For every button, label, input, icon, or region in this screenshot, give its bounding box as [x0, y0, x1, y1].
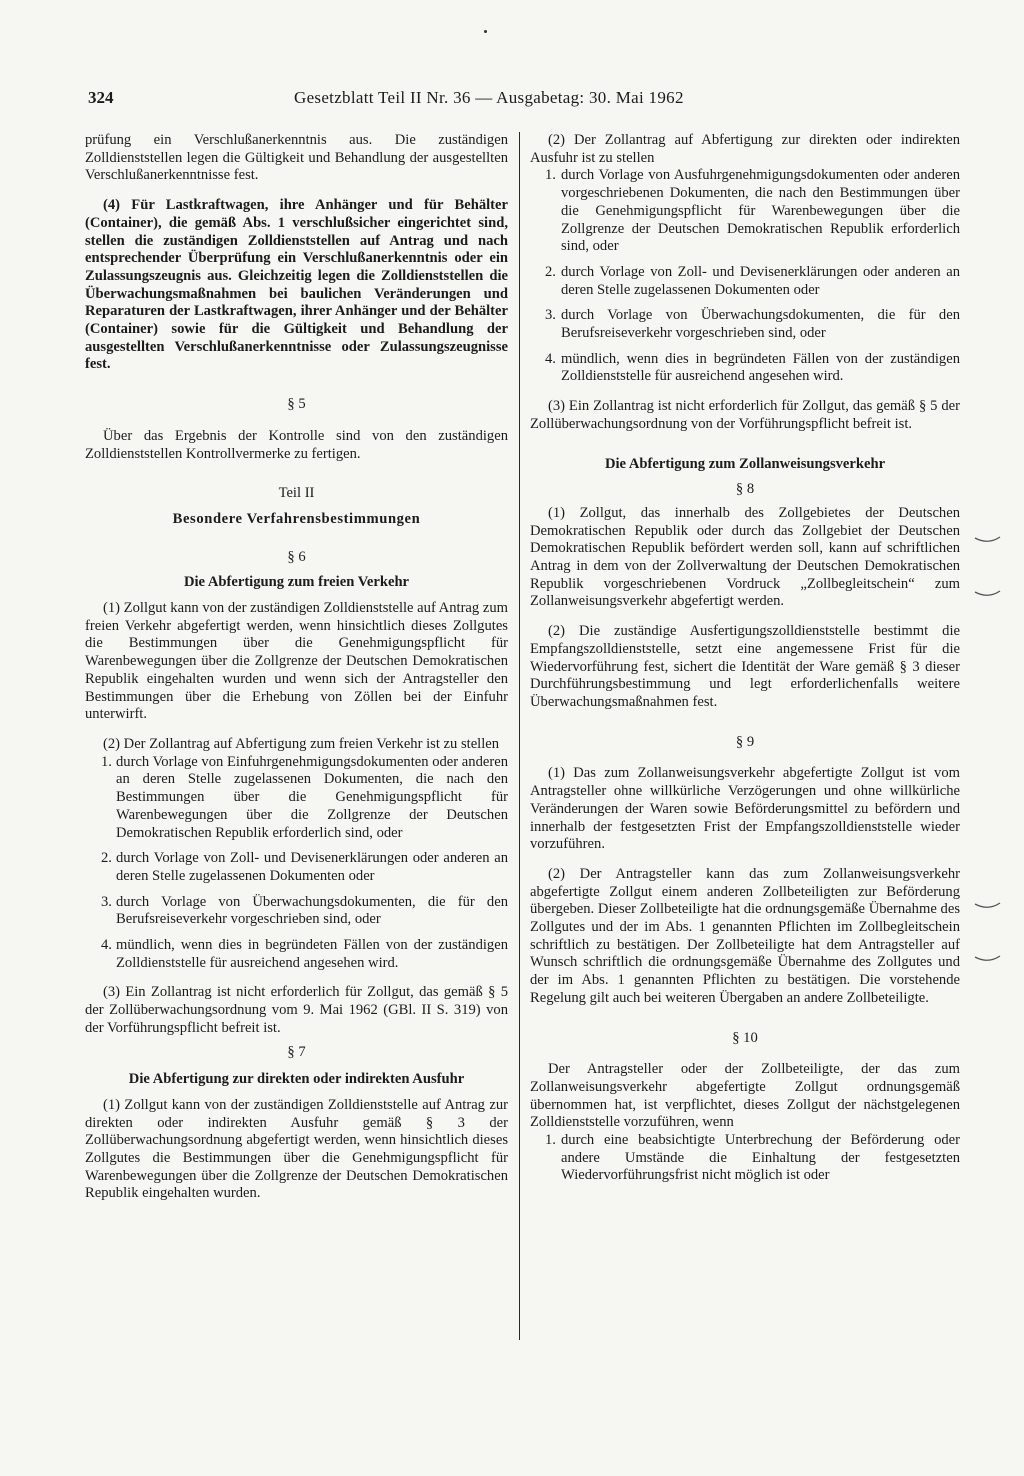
section-5-title: § 5: [287, 396, 306, 413]
section-8-heading: Die Abfertigung zum Zollanweisungsverkehr: [604, 455, 886, 472]
section-9-title: § 9: [735, 733, 755, 750]
list-item: [530, 1132, 960, 1185]
list-item-number: 4.: [101, 937, 112, 954]
section-7-paragraph-2: (2) Der Zollantrag auf Abfertigung zur direkten oder indirekten Ausfuhr ist zu stellen: [530, 132, 960, 166]
section-6-paragraph-3: (3) Ein Zollantrag ist nicht erforderlich für Zollgut, das gemäß § 5 der Zollüberwachungsordnung vom 9. Mai 1962 (GBl. II S. 319) von der Vorführungspflicht befreit ist.: [85, 984, 508, 1036]
section-8-title: § 8: [735, 481, 755, 498]
scan-dot: [484, 30, 487, 33]
left-column: [85, 132, 508, 1203]
list-item-number: 1.: [545, 1132, 556, 1149]
page-header: [88, 88, 968, 118]
list-item: [85, 754, 508, 843]
list-item: [530, 264, 960, 299]
list-item: [530, 351, 960, 386]
section-7-paragraph-1: (1) Zollgut kann von der zuständigen Zolldienststelle auf Antrag zur direkten oder indirekten Ausfuhr gemäß § 3 der Zollüberwachungsordnung abgefertigt werden, wenn hinsichtlich dieses Zollgutes die Bestimmungen über die Genehmigungspflicht für Warenbewegungen über die Zollgrenze der Deutschen Demokratischen Republik eingehalten wurden.: [85, 1096, 508, 1202]
section-8-paragraph-1: (1) Zollgut, das innerhalb des Zollgebietes der Deutschen Demokratischen Republik oder durch das Zollgebiet der Deutschen Demokratischen Republik befördert werden soll, kann auf schriftlichen Antrag in dem von der Zollverwaltung der Deutschen Demokratischen Republik vorgeschriebenen Vordruck „Zollbegleitschein“ zum Zollanweisungsverkehr abgefertigt werden.: [530, 504, 960, 610]
list-item-number: 3.: [101, 893, 112, 910]
list-item: [85, 894, 508, 929]
section-10-title: § 10: [732, 1029, 758, 1046]
list-item-text: durch eine beabsichtigte Unterbrechung der Beförderung oder andere Umstände die Einhaltung der festgesetzten Wiedervorführungsfrist nicht möglich ist oder: [561, 1132, 960, 1184]
section-10-list: [530, 1132, 960, 1185]
part-title: Teil II: [278, 485, 315, 502]
right-column: [530, 132, 960, 1185]
list-item: [85, 937, 508, 972]
section-10-paragraph-1: Der Antragsteller oder der Zollbeteiligte, der das zum Zollanweisungsverkehr abgefertigte Zollgut ordnungsgemäß übernommen hat, ist verpflichtet, dieses Zollgut der nächstgelegenen Zolldienststelle vorzuführen, wenn: [530, 1061, 960, 1131]
list-item-number: 2.: [101, 850, 112, 867]
page-title: Gesetzblatt Teil II Nr. 36 — Ausgabetag: 30. Mai 1962: [294, 88, 684, 107]
section-6-list: [85, 754, 508, 973]
list-item-number: 3.: [545, 307, 556, 324]
list-item-text: durch Vorlage von Überwachungsdokumenten, die für den Berufsreiseverkehr vorgeschrieben sind, oder: [116, 893, 508, 928]
page-number: 324: [88, 88, 114, 107]
section-9-paragraph-2: (2) Der Antragsteller kann das zum Zollanweisungsverkehr abgefertigte Zollgut einem anderen Zollbeteiligten zur Beförderung übergeben. Dieser Zollbeteiligte hat die ordnungsgemäße Übernahme des Zollgutes und der im Abs. 1 genannten Pflichten im Zollbegleitschein schriftlich zu bestätigen. Der Zollbeteiligte hat dem Antragsteller auf Wunsch schriftlich die ordnungsgemäße Übernahme des Zollgutes und der im Abs. 1 genannten Pflichten zu bestätigen. Die vorstehende Regelung gilt auch bei weiteren Übergaben an andere Zollbeteiligte.: [530, 865, 960, 1006]
list-item: [530, 307, 960, 342]
list-item-text: durch Vorlage von Ausfuhrgenehmigungsdokumenten oder anderen vorgeschriebenen Dokumenten, die nach den Bestimmungen über die Genehmigungspflicht für Warenbewegungen über die Zollgrenze der Deutschen Demokratischen Republik erforderlich sind, oder: [561, 167, 960, 255]
section-6-heading: Die Abfertigung zum freien Verkehr: [183, 574, 410, 591]
list-item-number: 2.: [545, 263, 556, 280]
section-7-title: § 7: [287, 1043, 306, 1060]
section-7-paragraph-3: (3) Ein Zollantrag ist nicht erforderlich für Zollgut, das gemäß § 5 der Zollüberwachungsordnung von der Vorführungspflicht befreit ist.: [530, 398, 960, 432]
section-7-list: [530, 167, 960, 386]
margin-mark: [974, 902, 1002, 910]
section-6-paragraph-2: (2) Der Zollantrag auf Abfertigung zum freien Verkehr ist zu stellen: [103, 735, 500, 752]
list-item-text: durch Vorlage von Zoll- und Devisenerklärungen oder anderen an deren Stelle zugelassenen Dokumenten oder: [116, 850, 508, 884]
paragraph-continued: prüfung ein Verschlußanerkenntnis aus. Die zuständigen Zolldienststellen legen die Gültigkeit und Behandlung der ausgestellten Verschlußanerkenntnisse fest.: [85, 132, 508, 184]
list-item-text: mündlich, wenn dies in begründeten Fällen von der zuständigen Zolldienststelle für ausreichend angesehen wird.: [116, 937, 508, 971]
list-item-number: 1.: [545, 167, 556, 184]
column-divider: [519, 132, 520, 1340]
list-item-number: 1.: [101, 753, 112, 770]
section-9-paragraph-1: (1) Das zum Zollanweisungsverkehr abgefertigte Zollgut ist vom Antragsteller ohne willkürliche Verzögerungen und ohne willkürliche Veränderungen der Waren sowie Beförderungsmittel zu befördern und innerhalb der festgesetzten Frist der Empfangszolldienststelle wieder vorzuführen.: [530, 765, 960, 853]
list-item-text: durch Vorlage von Überwachungsdokumenten, die für den Berufsreiseverkehr vorgeschrieben sind, oder: [561, 307, 960, 342]
list-item-text: mündlich, wenn dies in begründeten Fällen von der zuständigen Zolldienststelle für ausreichend angesehen wird.: [561, 350, 960, 385]
list-item: [85, 850, 508, 885]
section-5-text: Über das Ergebnis der Kontrolle sind von den zuständigen Zolldienststellen Kontrollvermerke zu fertigen.: [85, 427, 508, 462]
list-item-text: durch Vorlage von Einfuhrgenehmigungsdokumenten oder anderen an deren Stelle zugelassenen Dokumenten, die nach den Bestimmungen über die Genehmigungspflicht für Warenbewegungen über die Zollgrenze der Deutschen Demokratischen Republik erforderlich sind, oder: [116, 753, 508, 841]
section-6-title: § 6: [287, 548, 306, 565]
list-item-text: durch Vorlage von Zoll- und Devisenerklärungen oder anderen an deren Stelle zugelassenen Dokumenten oder: [561, 263, 960, 298]
margin-mark: [974, 590, 1002, 598]
section-8-paragraph-2: (2) Die zuständige Ausfertigungszolldienststelle bestimmt die Empfangszolldienststelle, setzt eine angemessene Frist für die Wiedervorführung fest, sichert die Identität der Ware gemäß § 3 dieser Durchführungsbestimmung und legt erforderlichenfalls weitere Überwachungsmaßnahmen fest.: [530, 623, 960, 710]
paragraph-4: (4) Für Lastkraftwagen, ihre Anhänger und für Behälter (Container), die gemäß Abs. 1 verschlußsicher eingerichtet sind, stellen die zuständigen Zolldienststellen auf Antrag und nach entsprechender Überprüfung ein Verschlußanerkenntnis oder ein Zulassungszeugnis aus. Gleichzeitig legen die Zolldienststellen die Überwachungsmaßnahmen bei baulichen Veränderungen und Reparaturen der Lastkraftwagen, ihrer Anhänger und der Behälter (Container) sowie für die Gültigkeit und Behandlung der ausgestellten Verschlußanerkenntnisse oder Zulassungszeugnisse fest.: [85, 197, 508, 373]
margin-mark: [974, 536, 1002, 544]
list-item-number: 4.: [545, 350, 556, 367]
margin-mark: [974, 955, 1002, 963]
list-item: [530, 167, 960, 256]
section-7-heading: Die Abfertigung zur direkten oder indirekten Ausfuhr: [128, 1071, 465, 1088]
part-subtitle: Besondere Verfahrensbestimmungen: [172, 510, 421, 527]
section-6-paragraph-1: (1) Zollgut kann von der zuständigen Zolldienststelle auf Antrag zum freien Verkehr abgefertigt werden, wenn hinsichtlich dieses Zollgutes die Bestimmungen über die Genehmigungspflicht für Warenbewegungen über die Zollgrenze der Deutschen Demokratischen Republik eingehalten wurden und wenn sich der Antragsteller den Bestimmungen über die Erhebung von Zöllen bei der Einfuhr unterwirft.: [85, 600, 508, 723]
